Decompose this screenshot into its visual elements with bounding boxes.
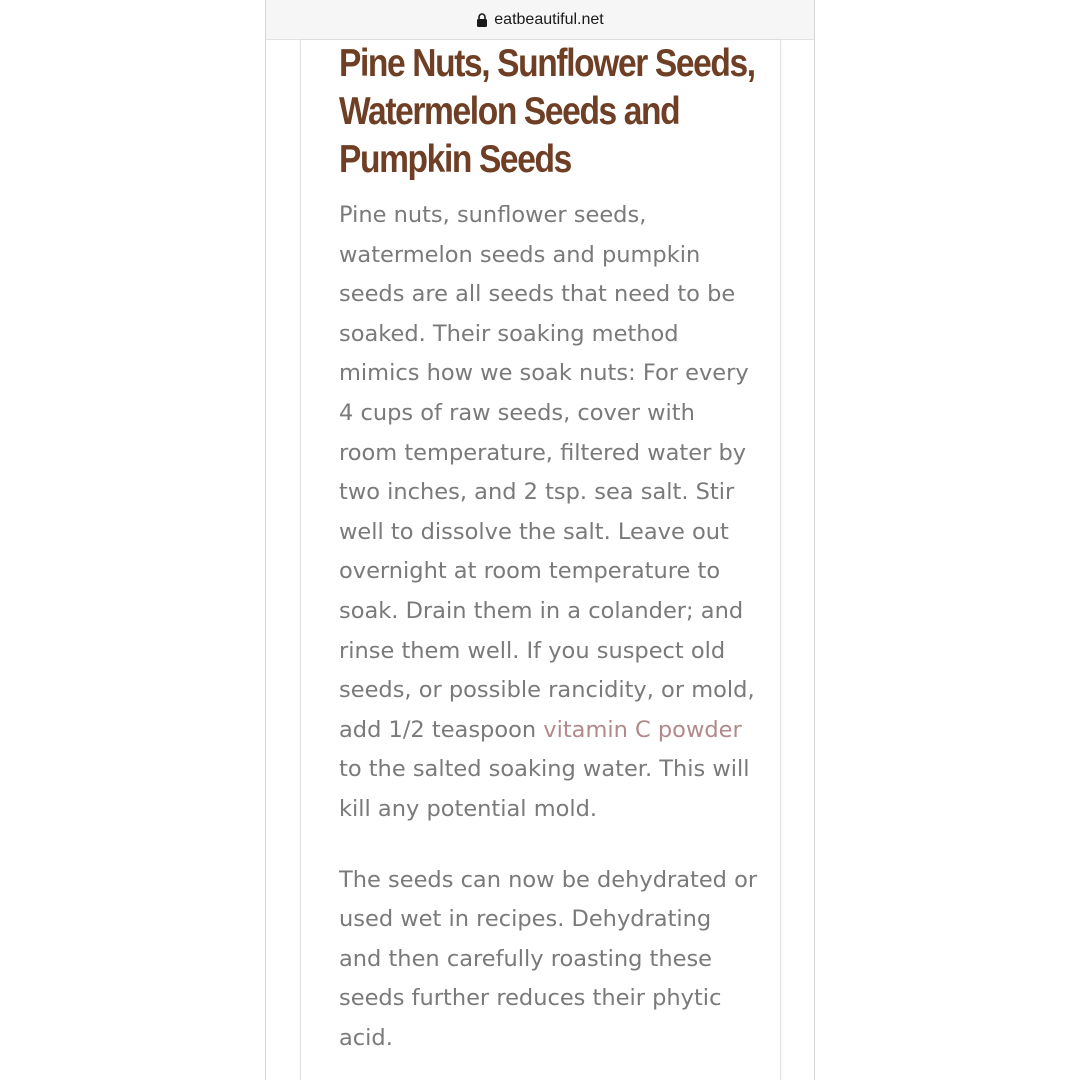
vitamin-c-powder-link[interactable]: vitamin C powder [543, 716, 742, 743]
lock-icon [476, 13, 488, 27]
paragraph-1-text-start: Pine nuts, sunflower seeds, watermelon seeds and pumpkin seeds are all seeds that need to be soaked. Their soaking method mimics how we soak nuts: For every 4 cups of raw seeds, cover with room temperature, filtered water by two inches, and 2 tsp. sea salt. Stir well to dissolve the salt. Leave out overnight at room temperature to soak. Drain them in a colander; and rinse them well. If you suspect old seeds, or possible rancidity, or mold, add 1/2 teaspoon [339, 202, 755, 743]
article-heading: Pine Nuts, Sunflower Seeds, Watermelon Seeds and Pumpkin Seeds [339, 42, 755, 181]
address-bar-content[interactable] [476, 11, 603, 29]
mobile-browser-viewport [265, 0, 815, 1080]
article-paragraph-1 [339, 196, 759, 830]
url-text[interactable]: eatbeautiful.net [494, 10, 604, 28]
article-paragraph-2: The seeds can now be dehydrated or used wet in recipes. Dehydrating and then carefully roasting these seeds further reduces their phytic acid. [339, 866, 758, 1051]
article-card [300, 40, 781, 1080]
paragraph-1-text-end: to the salted soaking water. This will kill any potential mold. [339, 756, 750, 822]
address-bar[interactable] [266, 0, 814, 40]
article-content [339, 40, 759, 1058]
